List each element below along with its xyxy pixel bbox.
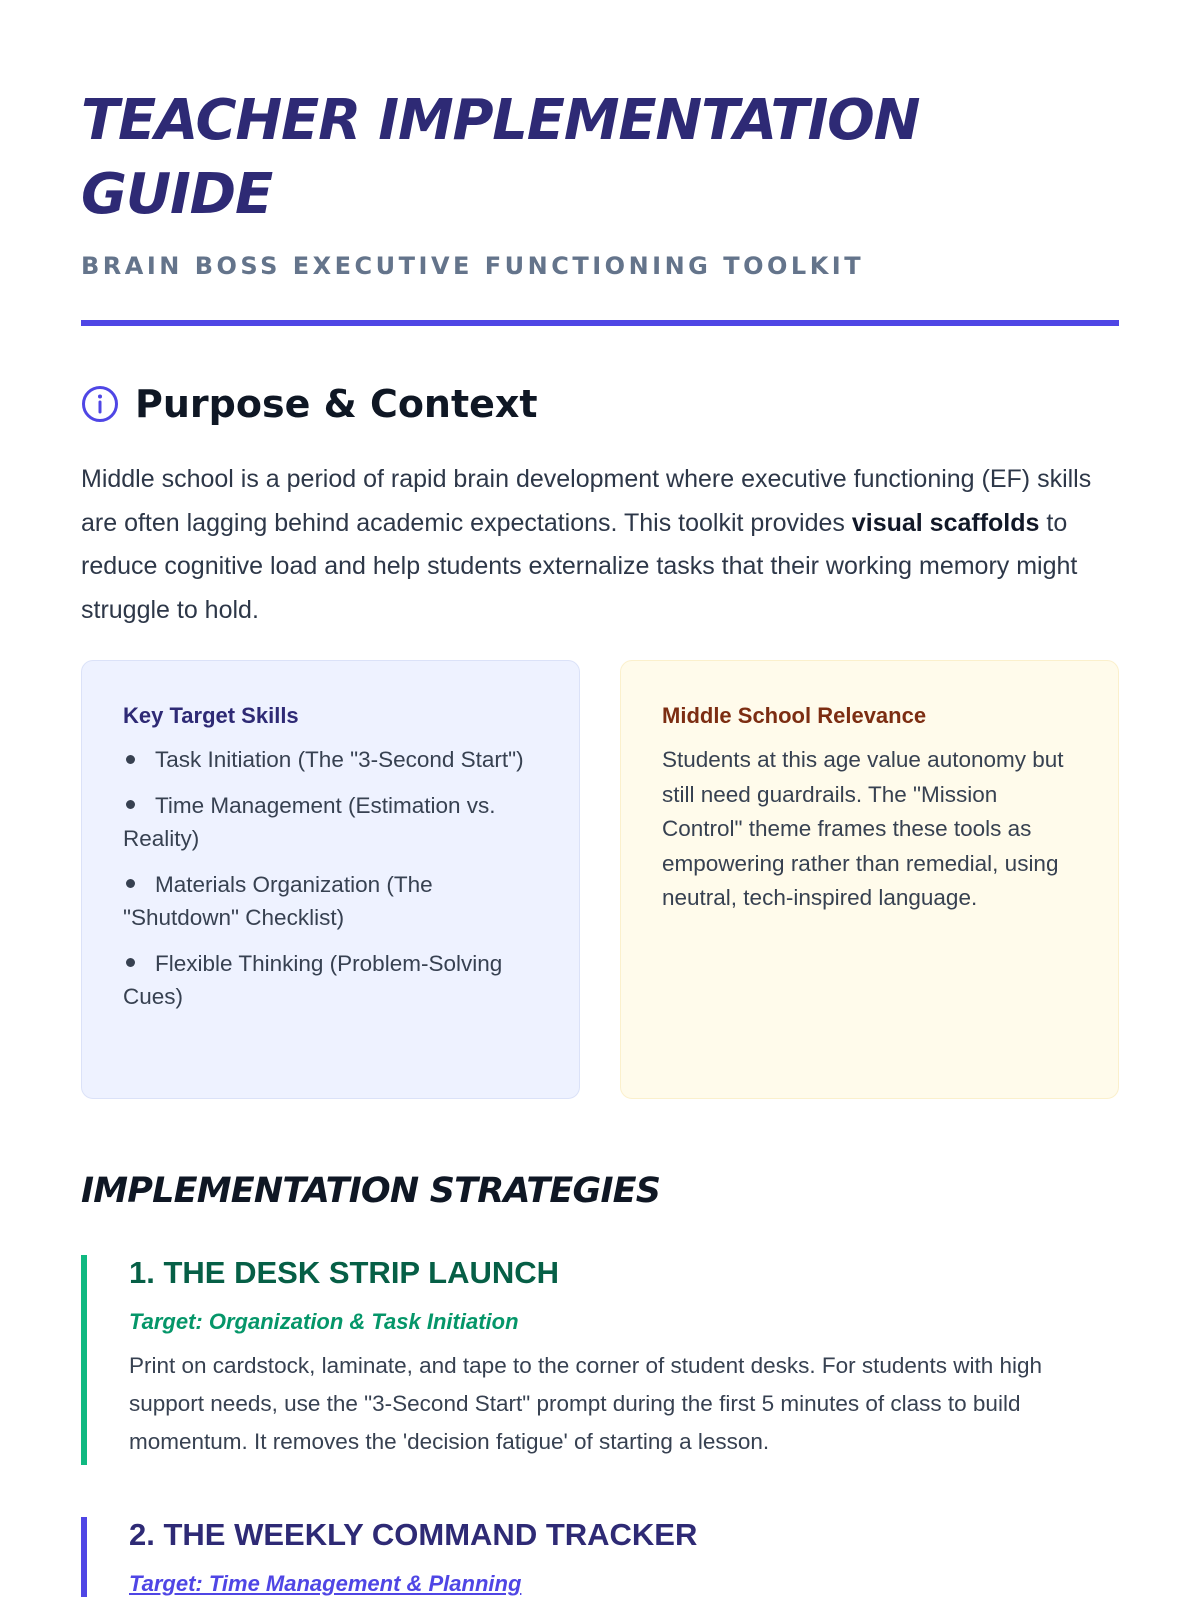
strategy-weekly-tracker — [81, 1517, 1119, 1597]
purpose-heading: Purpose & Context — [135, 382, 538, 426]
key-skills-card — [81, 660, 580, 1099]
strategy-target: Target: Organization & Task Initiation — [129, 1309, 519, 1334]
list-item — [123, 947, 539, 1014]
key-skills-list — [123, 743, 539, 1014]
skill-text: Task Initiation (The "3-Second Start") — [155, 747, 524, 772]
list-item — [123, 789, 539, 856]
info-icon — [81, 385, 119, 423]
strategy-body: Print on cardstock, laminate, and tape to the corner of student desks. For students with high support needs, use the "3-Second Start" prompt during the first 5 minutes of class to build momentum. It removes the 'decision fatigue' of starting a lesson. — [129, 1353, 1042, 1454]
intro-text-end: to reduce cognitive load and help students externalize tasks that their working memory might struggle to hold. — [81, 508, 1078, 624]
skill-text: Flexible Thinking (Problem-Solving Cues) — [123, 950, 503, 1009]
bullet-icon — [126, 879, 135, 888]
header-divider — [81, 320, 1119, 326]
relevance-title: Middle School Relevance — [662, 703, 927, 728]
intro-emphasis: visual scaffolds — [851, 508, 1040, 537]
strategies-heading: IMPLEMENTATION STRATEGIES — [81, 1171, 661, 1211]
strategy-target: Target: Time Management & Planning — [129, 1571, 522, 1596]
info-cards — [81, 660, 1119, 1099]
bullet-icon — [126, 800, 135, 809]
bullet-icon — [126, 755, 135, 764]
purpose-heading-row — [81, 382, 1119, 426]
page-subtitle: BRAIN BOSS EXECUTIVE FUNCTIONING TOOLKIT — [81, 252, 865, 280]
page-title: TEACHER IMPLEMENTATION GUIDE — [81, 88, 920, 227]
skill-text: Materials Organization (The "Shutdown" Checklist) — [123, 871, 433, 930]
strategy-title: 1. THE DESK STRIP LAUNCH — [129, 1255, 560, 1290]
list-item — [123, 743, 539, 777]
bullet-icon — [126, 958, 135, 967]
list-item — [123, 868, 539, 935]
strategy-desk-strip — [81, 1255, 1119, 1465]
intro-text-start: Middle school is a period of rapid brain development where executive functioning (EF) skills are often lagging behind academic expectations. This toolkit provides — [81, 465, 1092, 537]
relevance-text: Students at this age value autonomy but still need guardrails. The "Mission Control" theme frames these tools as empowering rather than remedial, using neutral, tech-inspired language. — [662, 747, 1064, 910]
key-skills-title: Key Target Skills — [123, 703, 299, 728]
intro-paragraph — [81, 458, 1119, 632]
relevance-card — [620, 660, 1119, 1099]
skill-text: Time Management (Estimation vs. Reality) — [123, 792, 496, 851]
strategy-title: 2. THE WEEKLY COMMAND TRACKER — [129, 1517, 698, 1552]
